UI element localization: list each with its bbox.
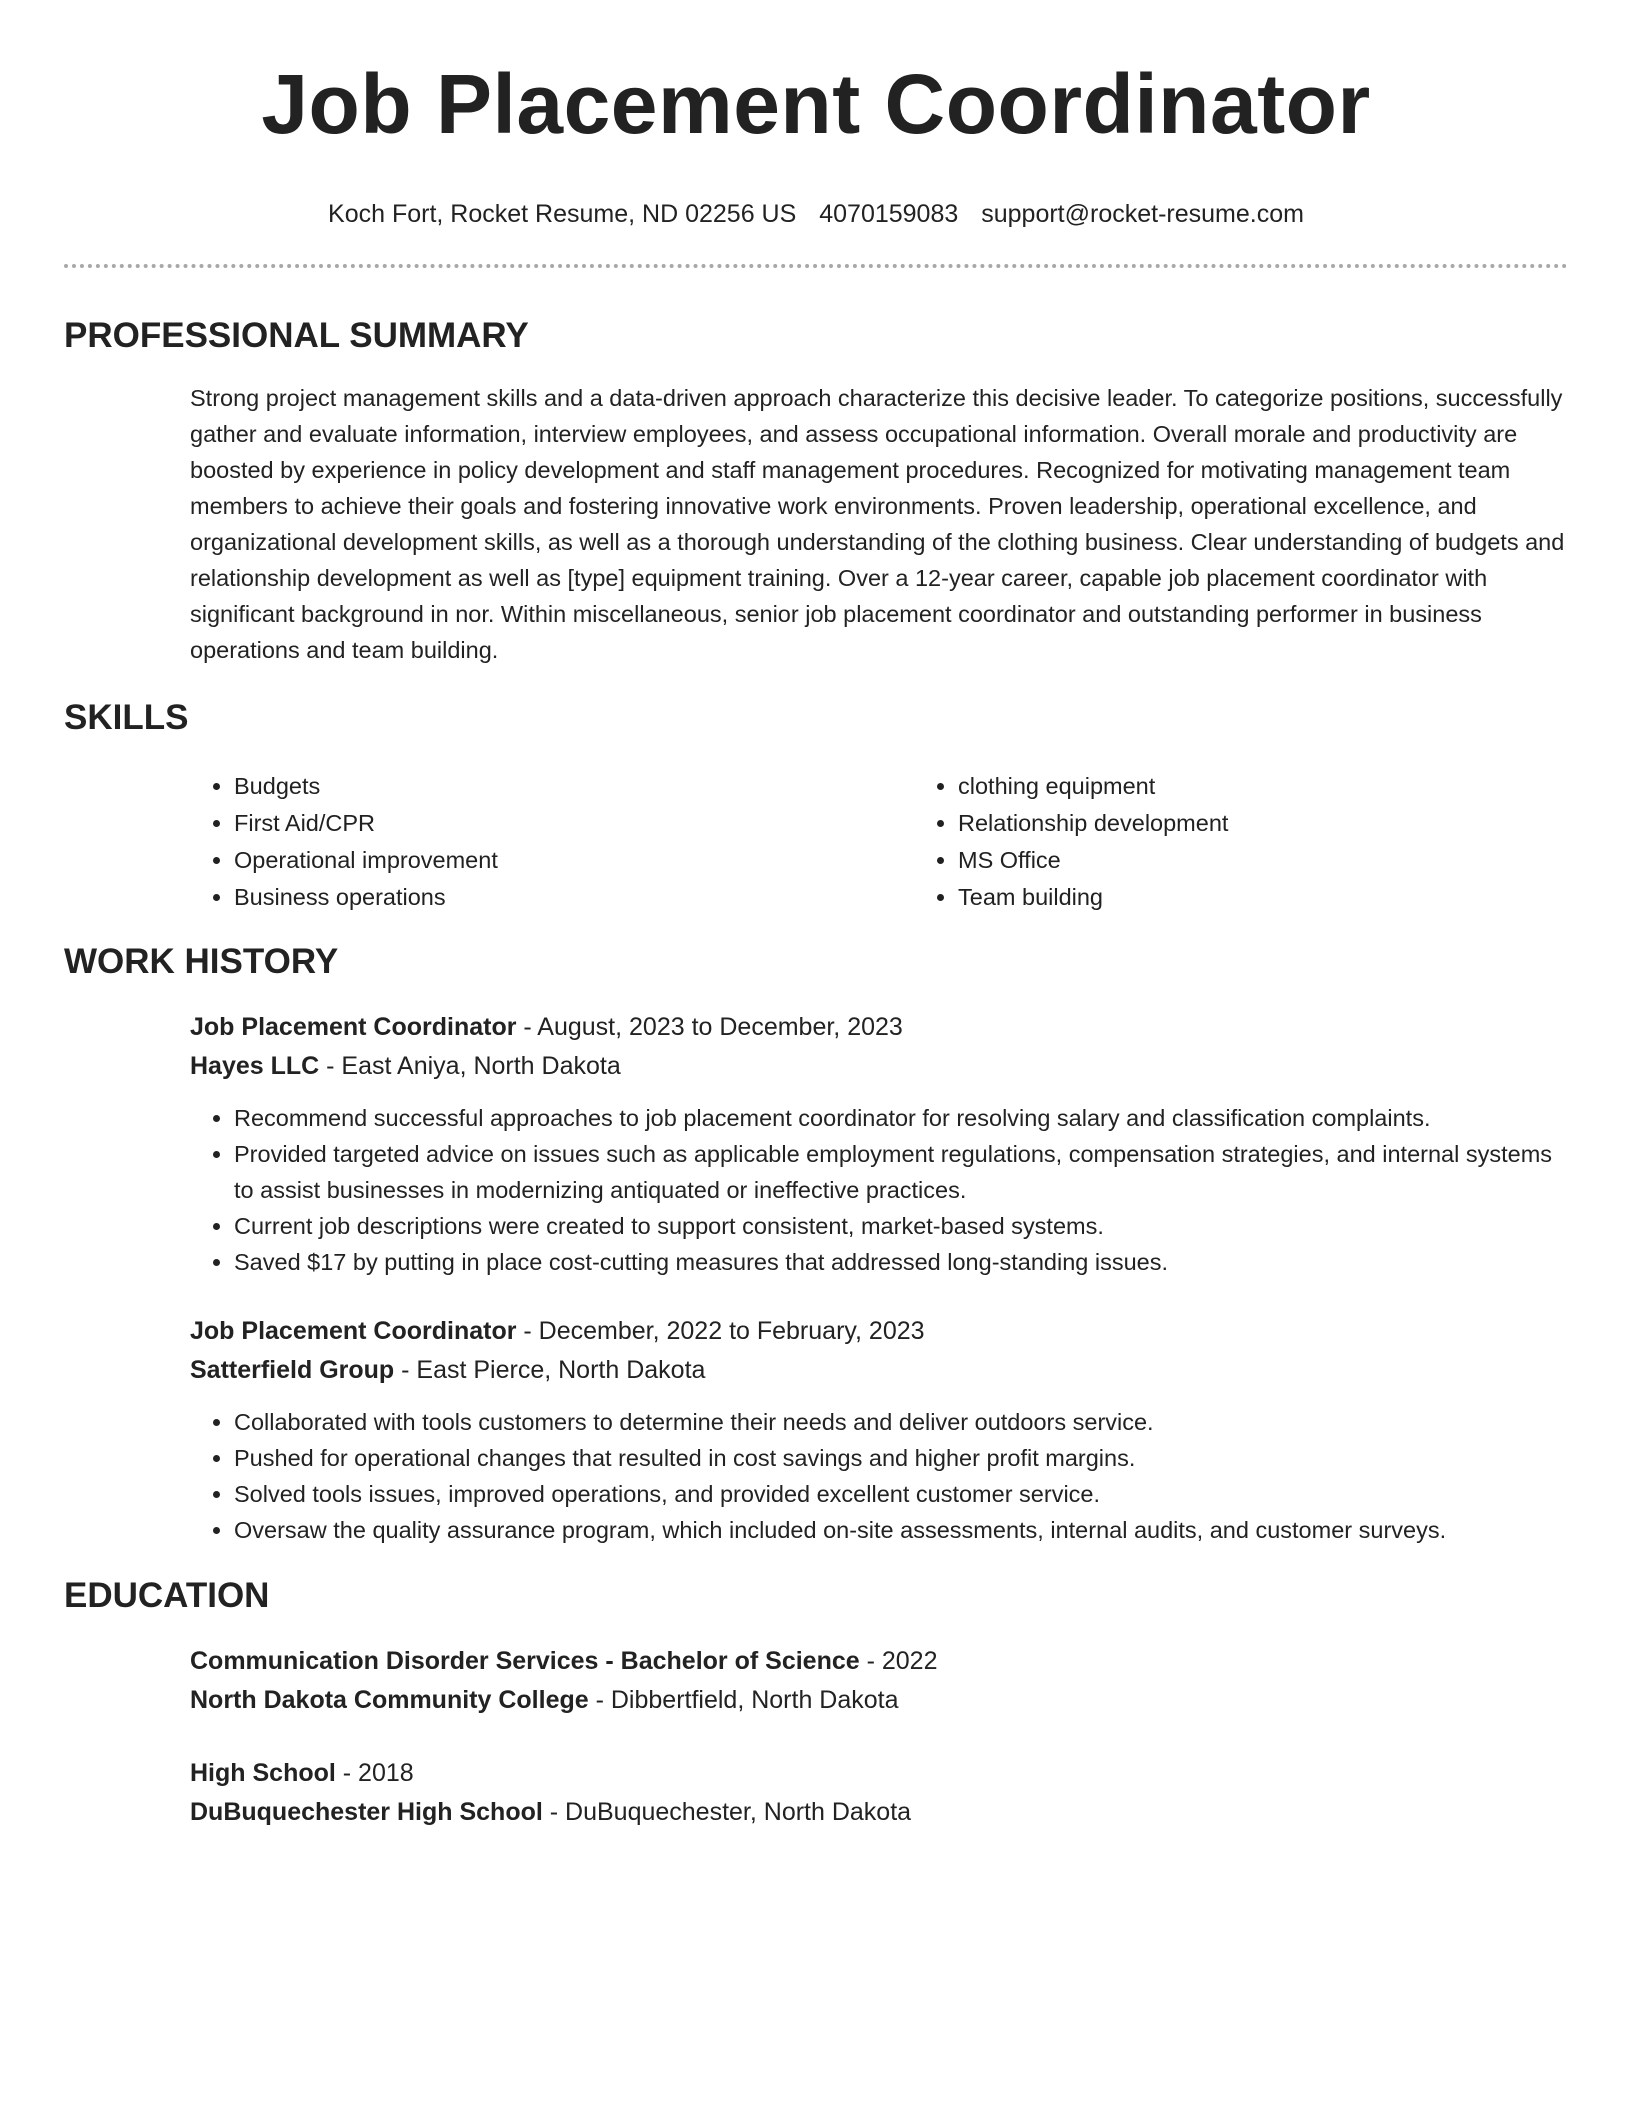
job-role: Job Placement Coordinator	[190, 1317, 517, 1345]
education-degree: Communication Disorder Services - Bachelor of Science	[190, 1647, 860, 1675]
contact-line	[64, 198, 1568, 230]
contact-phone: 4070159083	[819, 200, 959, 228]
job-dates: - August, 2023 to December, 2023	[516, 1013, 903, 1041]
education-degree: High School	[190, 1759, 336, 1787]
education-school: DuBuquechester High School	[190, 1798, 543, 1826]
education-school-line	[190, 1681, 1568, 1720]
job-bullet: • Collaborated with tools customers to determine their needs and deliver outdoors service.	[234, 1404, 1568, 1440]
contact-email: support@rocket-resume.com	[981, 200, 1304, 228]
candidate-name: Job Placement Coordinator	[261, 57, 1371, 151]
job-bullets	[190, 1100, 1568, 1280]
job-entry	[190, 1008, 1568, 1280]
job-bullet: • Oversaw the quality assurance program, which included on-site assessments, internal audits, and customer surveys.	[234, 1512, 1568, 1548]
skills-column-right	[914, 768, 1228, 916]
skill-item: • Relationship development	[958, 805, 1228, 842]
contact-address: Koch Fort, Rocket Resume, ND 02256 US	[328, 200, 797, 228]
job-bullet: • Solved tools issues, improved operations, and provided excellent customer service.	[234, 1476, 1568, 1512]
summary-text: Strong project management skills and a data-driven approach characterize this decisive leader. To categorize positions, successfully gather and evaluate information, interview employees, and assess occupational information. Overall morale and productivity are boosted by experience in policy development and staff management procedures. Recognized for motivating management team members to achieve their goals and fostering innovative work environments. Proven leadership, operational excellence, and organizational development skills, as well as a thorough understanding of the clothing business. Clear understanding of budgets and relationship development as well as [type] equipment training. Over a 12-year career, capable job placement coordinator with significant background in nor. Within miscellaneous, senior job placement coordinator and outstanding performer in business operations and team building.	[190, 385, 1565, 663]
education-entry	[190, 1754, 1568, 1832]
skill-item: • Team building	[958, 879, 1228, 916]
job-title-line	[190, 1312, 1568, 1351]
education-year: - 2022	[859, 1647, 938, 1675]
job-location: - East Aniya, North Dakota	[319, 1052, 621, 1080]
skill-item: • Budgets	[234, 768, 914, 805]
job-location: - East Pierce, North Dakota	[394, 1356, 706, 1384]
skill-item: • clothing equipment	[958, 768, 1228, 805]
section-title-education: EDUCATION	[64, 1576, 270, 1615]
section-title-summary: PROFESSIONAL SUMMARY	[64, 316, 529, 355]
education-location: - DuBuquechester, North Dakota	[542, 1798, 912, 1826]
education-location: - Dibbertfield, North Dakota	[588, 1686, 899, 1714]
job-company: Hayes LLC	[190, 1052, 320, 1080]
job-entry	[190, 1312, 1568, 1548]
job-bullets	[190, 1404, 1568, 1548]
education-school: North Dakota Community College	[190, 1686, 589, 1714]
skill-item: • MS Office	[958, 842, 1228, 879]
education-degree-line	[190, 1642, 1568, 1681]
job-bullet: • Recommend successful approaches to job placement coordinator for resolving salary and classification complaints.	[234, 1100, 1568, 1136]
job-bullet: • Provided targeted advice on issues such as applicable employment regulations, compensation strategies, and internal systems to assist businesses in modernizing antiquated or ineffective practices.	[234, 1136, 1568, 1208]
skill-item: • First Aid/CPR	[234, 805, 914, 842]
header-divider	[64, 264, 1568, 268]
job-company-line	[190, 1047, 1568, 1086]
job-company: Satterfield Group	[190, 1356, 395, 1384]
education-degree-line	[190, 1754, 1568, 1793]
skill-item: • Business operations	[234, 879, 914, 916]
skills-column-left	[190, 768, 914, 916]
job-title-line	[190, 1008, 1568, 1047]
section-title-skills: SKILLS	[64, 698, 189, 737]
skills-list	[190, 768, 1568, 916]
education-entry	[190, 1642, 1568, 1720]
education-year: - 2018	[335, 1759, 414, 1787]
job-bullet: • Saved $17 by putting in place cost-cutting measures that addressed long-standing issues.	[234, 1244, 1568, 1280]
job-role: Job Placement Coordinator	[190, 1013, 517, 1041]
job-bullet: • Pushed for operational changes that resulted in cost savings and higher profit margins.	[234, 1440, 1568, 1476]
job-company-line	[190, 1351, 1568, 1390]
skill-item: • Operational improvement	[234, 842, 914, 879]
job-bullet: • Current job descriptions were created to support consistent, market-based systems.	[234, 1208, 1568, 1244]
education-school-line	[190, 1793, 1568, 1832]
job-dates: - December, 2022 to February, 2023	[516, 1317, 925, 1345]
section-title-work-history: WORK HISTORY	[64, 942, 339, 981]
